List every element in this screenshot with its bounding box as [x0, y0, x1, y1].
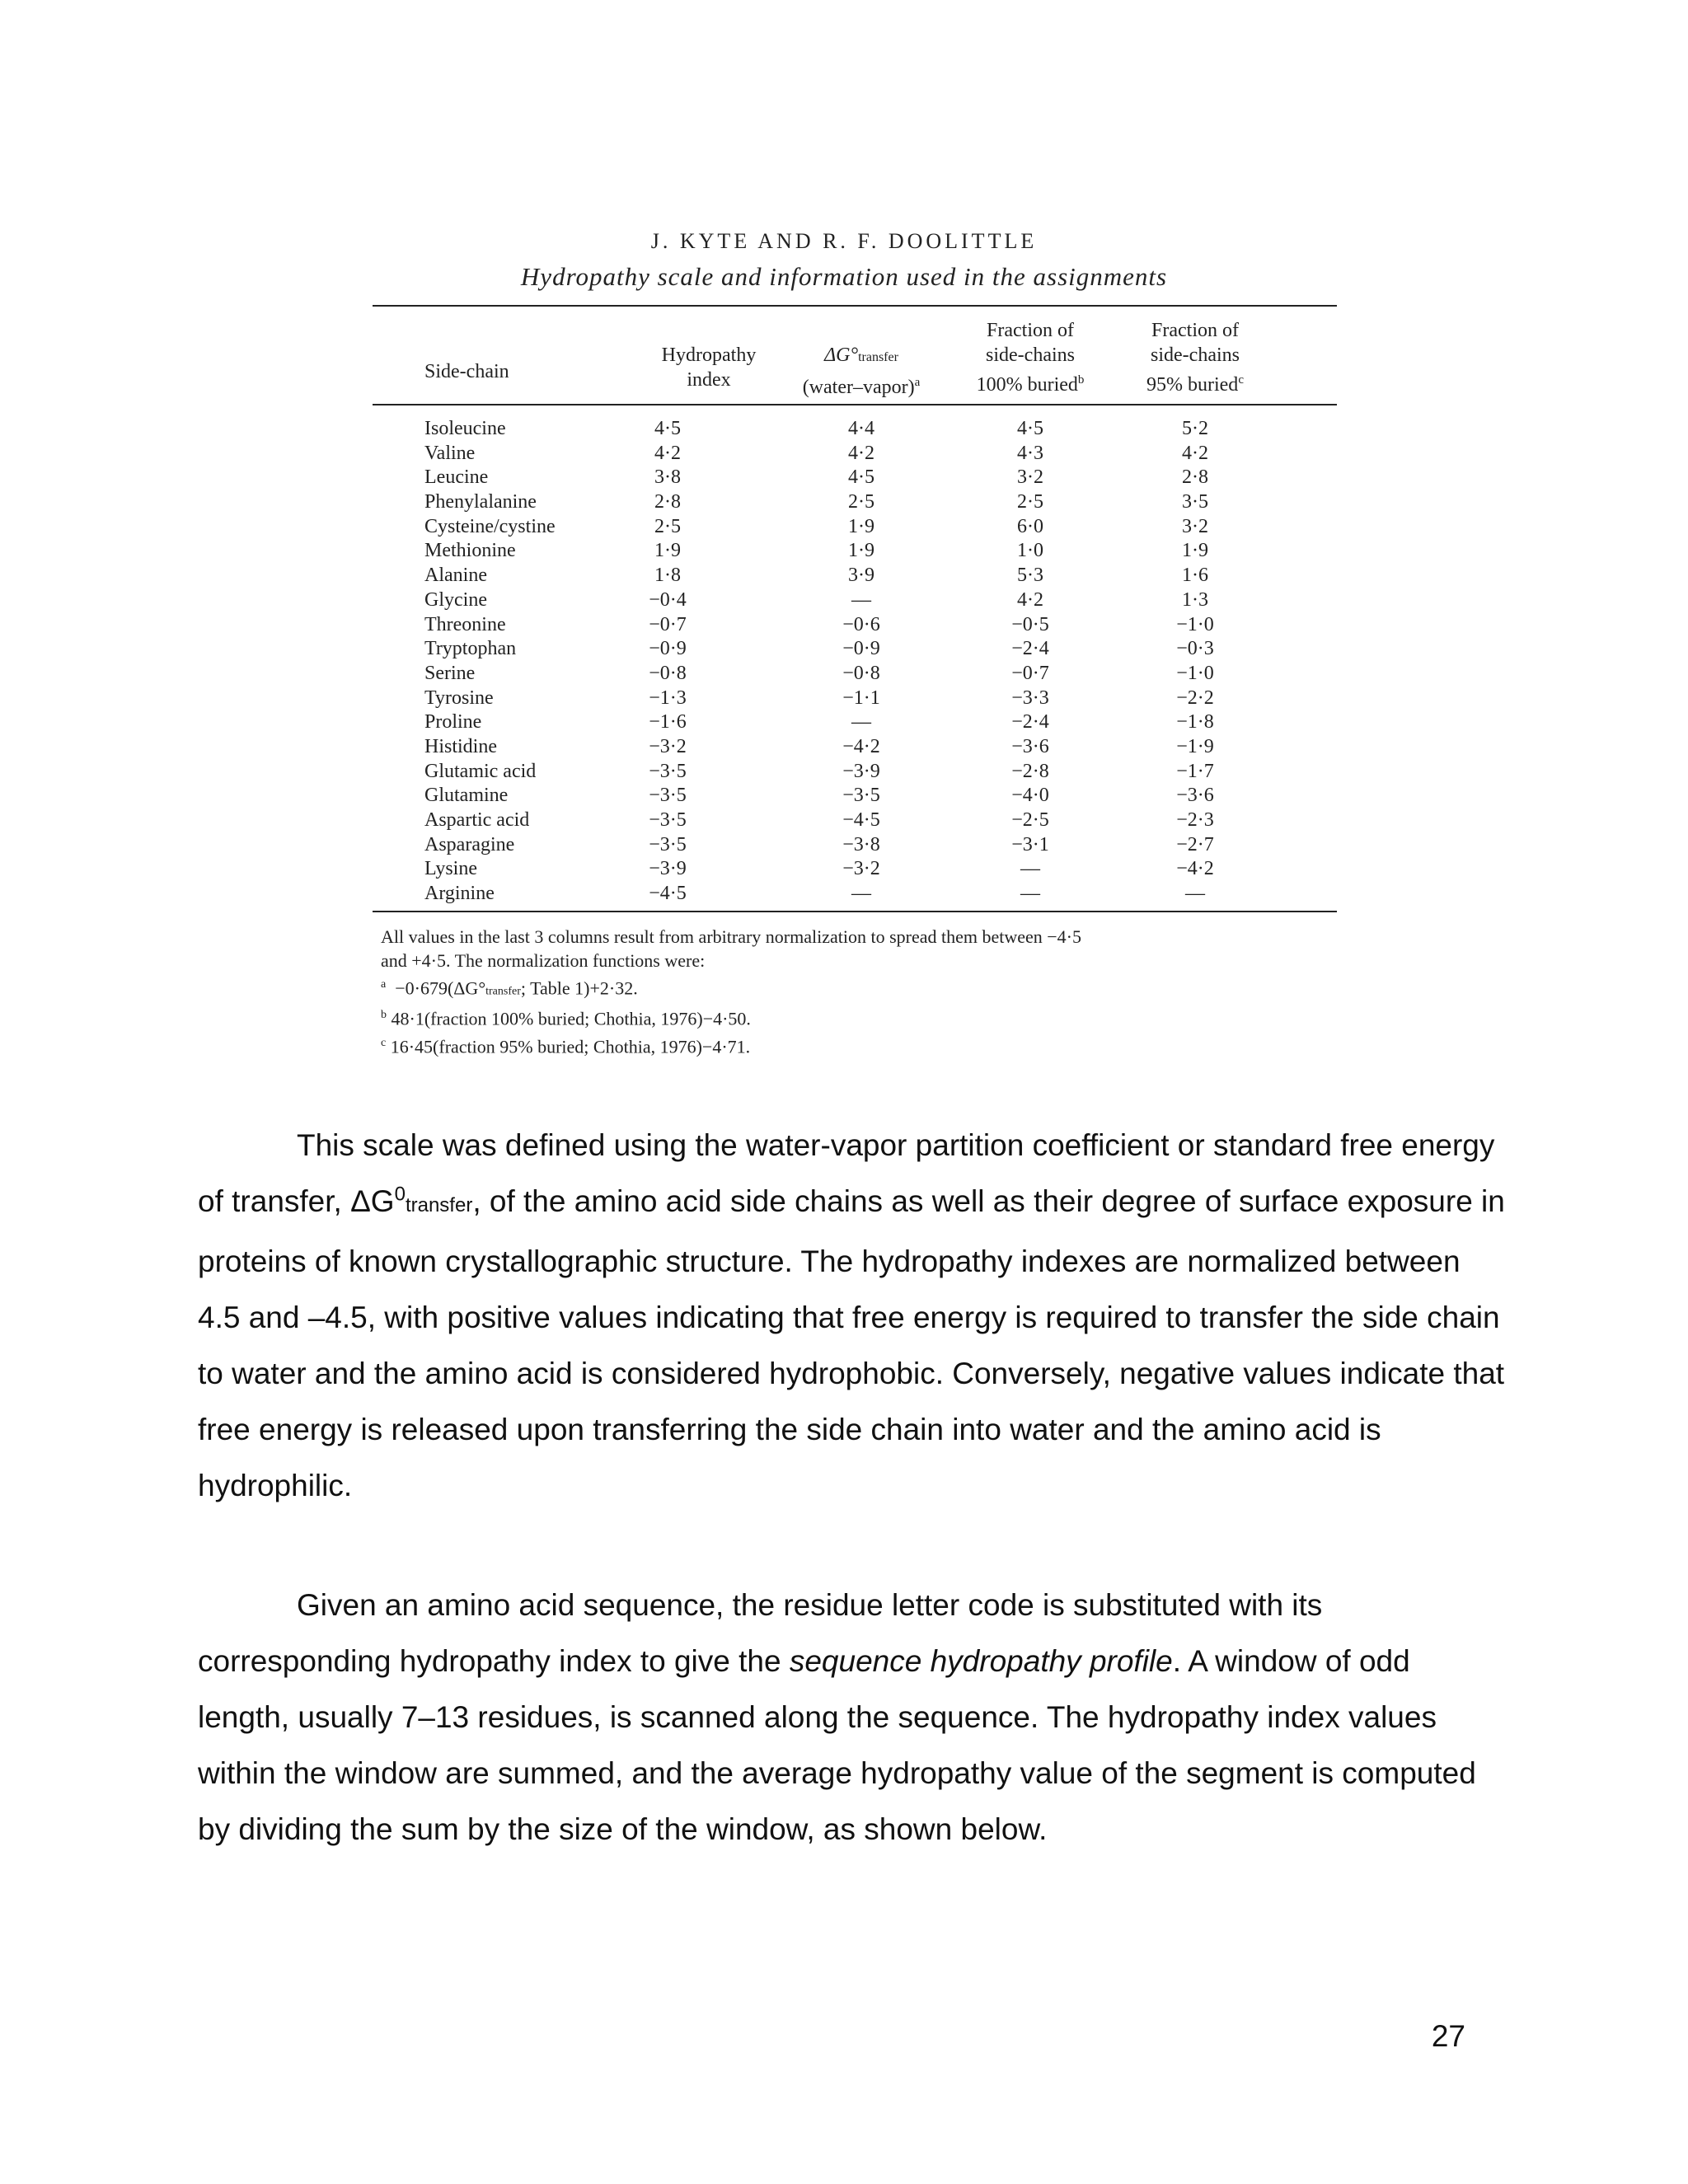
cell-fraction-95: −2·2: [1176, 687, 1214, 709]
cell-hydropathy: −3·5: [649, 833, 687, 855]
header-side-chain: [424, 359, 581, 384]
table-footnotes: [381, 925, 1345, 1058]
cell-fraction-100: 2·5: [1017, 491, 1043, 513]
table-row: [0, 637, 1688, 662]
header-dg-footnote-mark: a: [914, 376, 921, 389]
cell-dg-transfer: —: [851, 711, 871, 733]
table-row: [0, 417, 1688, 442]
cell-dg-transfer: −4·2: [842, 735, 880, 757]
table-row: [0, 662, 1688, 687]
header-dg-symbol: ΔG°: [824, 344, 859, 366]
footnote-a: [381, 972, 1345, 1003]
body-paragraph-1: [198, 1118, 1508, 1514]
header-hydropathy-line2: index: [687, 369, 731, 391]
cell-fraction-100: 3·2: [1017, 466, 1043, 489]
body-paragraph-2-text-a: Given an amino acid sequence, the residue letter code is substituted with its corresponding hydropathy index to give the: [198, 1588, 1323, 1678]
cell-dg-transfer: −3·9: [842, 760, 880, 782]
table-caption: Hydropathy scale and information used in the assignments: [520, 262, 1168, 291]
cell-fraction-95: −2·7: [1176, 833, 1214, 855]
cell-fraction-100: −4·0: [1011, 785, 1049, 807]
header-hydropathy-line1: Hydropathy: [661, 344, 757, 366]
cell-fraction-100: −2·8: [1011, 760, 1049, 782]
cell-side-chain: Lysine: [424, 858, 477, 880]
cell-side-chain: Asparagine: [424, 833, 515, 855]
cell-side-chain: Aspartic acid: [424, 809, 530, 831]
footnote-b-text: 48·1(fraction 100% buried; Chothia, 1976)−4·50.: [391, 1008, 751, 1029]
cell-dg-transfer: 1·9: [848, 540, 874, 562]
cell-fraction-100: −2·5: [1011, 809, 1049, 831]
cell-side-chain: Proline: [424, 711, 482, 733]
cell-side-chain: Glutamine: [424, 785, 509, 807]
footnote-a-sub: transfer: [485, 985, 521, 998]
cell-hydropathy: 4·5: [654, 418, 681, 439]
cell-side-chain: Histidine: [424, 735, 497, 757]
cell-dg-transfer: −3·2: [842, 858, 880, 880]
cell-fraction-100: −3·6: [1011, 735, 1049, 757]
cell-dg-transfer: −0·6: [842, 613, 880, 635]
table-row: [0, 515, 1688, 540]
footnote-b-mark: b: [381, 1009, 387, 1022]
header-dg-line2: (water–vapor): [802, 377, 915, 398]
cell-hydropathy: −3·2: [649, 735, 687, 757]
cell-fraction-100: 6·0: [1017, 515, 1043, 537]
body-paragraph-1-subscript: transfer: [405, 1194, 473, 1216]
header-fraction-95-line2: side-chains: [1151, 344, 1240, 366]
footnote-a-post: ; Table 1)+2·32.: [520, 977, 638, 999]
cell-dg-transfer: 4·5: [848, 466, 874, 489]
table-row: [0, 466, 1688, 490]
cell-fraction-100: 4·3: [1017, 442, 1043, 464]
cell-hydropathy: −0·4: [649, 588, 687, 611]
cell-side-chain: Arginine: [424, 883, 495, 905]
cell-fraction-95: —: [1185, 883, 1205, 905]
cell-dg-transfer: −3·8: [842, 833, 880, 855]
cell-fraction-95: −1·0: [1176, 662, 1214, 684]
table-top-rule: [373, 305, 1337, 307]
header-fraction-95-footnote-mark: c: [1238, 373, 1244, 387]
footnote-line1: All values in the last 3 columns result from arbitrary normalization to spread them between −4·5: [381, 926, 1082, 947]
table-row: [0, 710, 1688, 735]
cell-dg-transfer: 4·4: [848, 418, 874, 439]
body-paragraph-2-emphasis: sequence hydropathy profile: [789, 1644, 1173, 1678]
cell-hydropathy: 4·2: [654, 442, 681, 464]
header-fraction-100-footnote-mark: b: [1077, 373, 1085, 387]
cell-hydropathy: 2·5: [654, 515, 681, 537]
cell-fraction-100: −2·4: [1011, 711, 1049, 733]
header-hydropathy: [626, 343, 791, 392]
cell-side-chain: Methionine: [424, 540, 516, 562]
body-paragraph-2: [198, 1577, 1508, 1858]
cell-fraction-95: −3·6: [1176, 785, 1214, 807]
cell-fraction-100: −3·1: [1011, 833, 1049, 855]
cell-hydropathy: −3·5: [649, 785, 687, 807]
table-row: [0, 539, 1688, 564]
cell-hydropathy: −4·5: [649, 883, 687, 905]
header-dg-transfer: [783, 343, 940, 400]
cell-dg-transfer: −1·1: [842, 687, 880, 709]
cell-side-chain: Threonine: [424, 613, 506, 635]
cell-fraction-95: 1·6: [1182, 565, 1208, 587]
header-fraction-100: [948, 318, 1113, 397]
cell-dg-transfer: —: [851, 588, 871, 611]
cell-hydropathy: 1·9: [654, 540, 681, 562]
cell-fraction-95: 1·9: [1182, 540, 1208, 562]
cell-side-chain: Glutamic acid: [424, 760, 537, 782]
cell-hydropathy: −0·8: [649, 662, 687, 684]
hydropathy-table-body: [0, 417, 1688, 907]
cell-side-chain: Tyrosine: [424, 687, 494, 709]
cell-fraction-95: −1·0: [1176, 613, 1214, 635]
cell-fraction-95: 5·2: [1182, 418, 1208, 439]
cell-fraction-100: 5·3: [1017, 565, 1043, 587]
cell-hydropathy: 3·8: [654, 466, 681, 489]
cell-side-chain: Cysteine/cystine: [424, 515, 556, 537]
cell-side-chain: Alanine: [424, 565, 487, 587]
header-fraction-100-line3: 100% buried: [976, 374, 1078, 396]
cell-fraction-95: 1·3: [1182, 588, 1208, 611]
body-paragraph-1-text-b: , of the amino acid side chains as well as their degree of surface exposure in proteins of known crystallographic structure. The hydropathy indexes are normalized between 4.5 and –4.5, with positive values indicating that free energy is required to transfer the side chain to water and the amino acid is considered hydrophobic. Conversely, negative values indicate that free energy is released upon transferring the side chain into water and the amino acid is hydrophilic.: [198, 1184, 1505, 1502]
cell-fraction-100: —: [1020, 858, 1040, 880]
cell-dg-transfer: 4·2: [848, 442, 874, 464]
table-authors: J. KYTE AND R. F. DOOLITTLE: [650, 229, 1038, 253]
cell-fraction-100: −2·4: [1011, 638, 1049, 660]
cell-dg-transfer: −3·5: [842, 785, 880, 807]
table-row: [0, 588, 1688, 613]
header-fraction-95: [1113, 318, 1278, 397]
header-fraction-95-line3: 95% buried: [1146, 374, 1239, 396]
footnote-c-text: 16·45(fraction 95% buried; Chothia, 1976)−4·71.: [390, 1035, 751, 1057]
cell-hydropathy: −1·3: [649, 687, 687, 709]
cell-dg-transfer: 2·5: [848, 491, 874, 513]
table-row: [0, 882, 1688, 907]
table-header-rule: [373, 404, 1337, 405]
cell-fraction-95: −1·7: [1176, 760, 1214, 782]
cell-fraction-95: −1·8: [1176, 711, 1214, 733]
table-row: [0, 735, 1688, 760]
cell-hydropathy: −3·5: [649, 760, 687, 782]
cell-dg-transfer: −0·9: [842, 638, 880, 660]
cell-side-chain: Serine: [424, 662, 476, 684]
page-number: 27: [1431, 2019, 1465, 2053]
table-row: [0, 784, 1688, 808]
footnote-a-mark: a: [381, 978, 387, 991]
cell-fraction-100: −0·5: [1011, 613, 1049, 635]
table-row: [0, 613, 1688, 638]
header-dg-subscript: transfer: [858, 350, 898, 364]
footnote-c-mark: c: [381, 1036, 387, 1049]
body-paragraph-1-text-a: This scale was defined using the water-vapor partition coefficient or standard free energy of transfer, ΔG: [198, 1128, 1495, 1218]
cell-hydropathy: −3·9: [649, 858, 687, 880]
body-paragraph-2-text-b: . A window of odd length, usually 7–13 residues, is scanned along the sequence. The hydropathy index values within the window are summed, and the average hydropathy value of the segment is computed by dividing the sum by the size of the window, as shown below.: [198, 1644, 1476, 1846]
cell-hydropathy: 2·8: [654, 491, 681, 513]
table-row: [0, 490, 1688, 515]
cell-fraction-100: −0·7: [1011, 662, 1049, 684]
footnote-c: [381, 1031, 1345, 1058]
table-row: [0, 857, 1688, 882]
table-bottom-rule: [373, 911, 1337, 912]
footnote-a-pre: −0·679(ΔG°: [395, 977, 486, 999]
cell-fraction-100: —: [1020, 883, 1040, 905]
header-fraction-95-line1: Fraction of: [1151, 320, 1239, 341]
cell-fraction-95: −2·3: [1176, 809, 1214, 831]
cell-hydropathy: −0·9: [649, 638, 687, 660]
cell-fraction-95: −1·9: [1176, 735, 1214, 757]
table-row: [0, 808, 1688, 833]
table-row: [0, 833, 1688, 858]
cell-fraction-100: 4·2: [1017, 588, 1043, 611]
body-paragraph-1-superscript: 0: [394, 1183, 406, 1206]
cell-dg-transfer: −0·8: [842, 662, 880, 684]
cell-dg-transfer: 1·9: [848, 515, 874, 537]
cell-hydropathy: −0·7: [649, 613, 687, 635]
footnote-line2: and +4·5. The normalization functions were:: [381, 950, 706, 971]
cell-side-chain: Valine: [424, 442, 476, 464]
header-fraction-100-line2: side-chains: [986, 344, 1075, 366]
cell-fraction-95: 3·2: [1182, 515, 1208, 537]
cell-side-chain: Tryptophan: [424, 638, 517, 660]
header-side-chain-label: Side-chain: [424, 361, 509, 382]
table-row: [0, 442, 1688, 466]
cell-side-chain: Isoleucine: [424, 418, 506, 439]
cell-fraction-95: 2·8: [1182, 466, 1208, 489]
cell-fraction-100: 1·0: [1017, 540, 1043, 562]
cell-side-chain: Phenylalanine: [424, 491, 537, 513]
header-fraction-100-line1: Fraction of: [987, 320, 1074, 341]
cell-fraction-95: 4·2: [1182, 442, 1208, 464]
cell-fraction-95: −0·3: [1176, 638, 1214, 660]
table-row: [0, 564, 1688, 588]
cell-fraction-95: −4·2: [1176, 858, 1214, 880]
cell-hydropathy: −1·6: [649, 711, 687, 733]
cell-dg-transfer: −4·5: [842, 809, 880, 831]
cell-hydropathy: 1·8: [654, 565, 681, 587]
cell-fraction-95: 3·5: [1182, 491, 1208, 513]
cell-dg-transfer: —: [851, 883, 871, 905]
table-row: [0, 687, 1688, 711]
footnote-b: [381, 1003, 1345, 1030]
cell-fraction-100: 4·5: [1017, 418, 1043, 439]
table-row: [0, 760, 1688, 785]
cell-side-chain: Glycine: [424, 588, 487, 611]
cell-side-chain: Leucine: [424, 466, 489, 489]
cell-dg-transfer: 3·9: [848, 565, 874, 587]
cell-fraction-100: −3·3: [1011, 687, 1049, 709]
cell-hydropathy: −3·5: [649, 809, 687, 831]
